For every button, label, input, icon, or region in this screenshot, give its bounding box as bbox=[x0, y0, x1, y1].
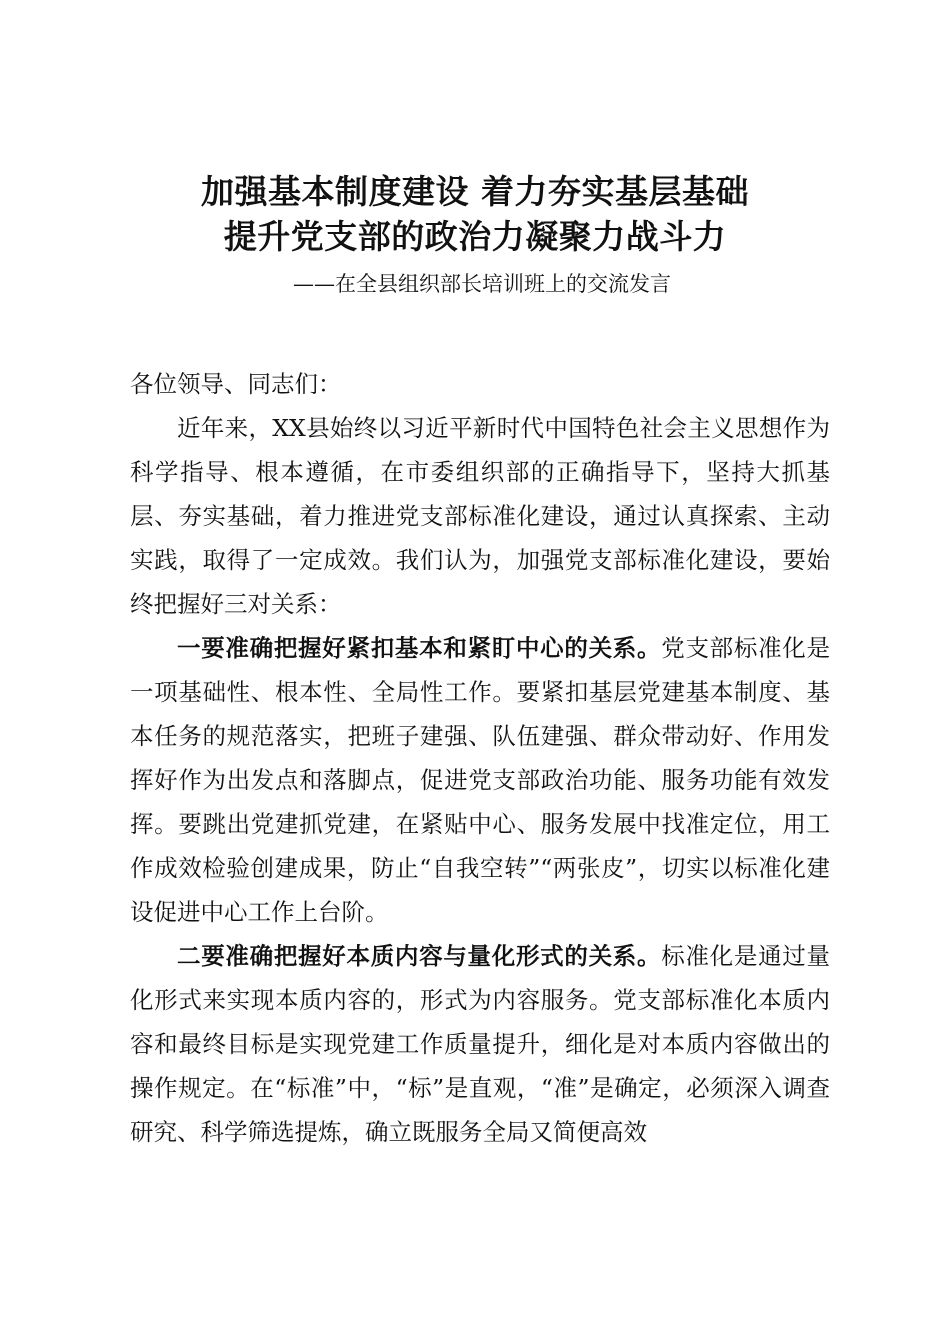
document-body bbox=[130, 362, 830, 1154]
point-2-text: 标准化是通过量化形式来实现本质内容的，形式为内容服务。党支部标准化本质内容和最终目标是实现党建工作质量提升，细化是对本质内容做出的操作规定。在“标准”中，“标”是直观，“准”是确定，必须深入调查研究、科学筛选提炼，确立既服务全局又简便高效 bbox=[130, 942, 831, 1146]
point-2-paragraph bbox=[130, 934, 830, 1154]
document-title-line-2: 提升党支部的政治力凝聚力战斗力 bbox=[223, 217, 727, 256]
point-1-lead: 一要准确把握好紧扣基本和紧盯中心的关系。 bbox=[177, 634, 662, 662]
point-1-paragraph bbox=[130, 626, 830, 934]
document-title-line-1: 加强基本制度建设 着力夯实基层基础 bbox=[201, 172, 749, 211]
document-subtitle: ——在全县组织部长培训班上的交流发言 bbox=[293, 272, 671, 296]
point-2-lead: 二要准确把握好本质内容与量化形式的关系。 bbox=[177, 942, 662, 970]
point-1-text: 党支部标准化是一项基础性、根本性、全局性工作。要紧扣基层党建基本制度、基本任务的规范落实，把班子建强、队伍建强、群众带动好、作用发挥好作为出发点和落脚点，促进党支部政治功能、服务功能有效发挥。要跳出党建抓党建，在紧贴中心、服务发展中找准定位，用工作成效检验创建成果，防止“自我空转”“两张皮”，切实以标准化建设促进中心工作上台阶。 bbox=[130, 634, 831, 926]
intro-paragraph: 近年来，XX县始终以习近平新时代中国特色社会主义思想作为科学指导、根本遵循，在市委组织部的正确指导下，坚持大抓基层、夯实基础，着力推进党支部标准化建设，通过认真探索、主动实践，取得了一定成效。我们认为，加强党支部标准化建设，要始终把握好三对关系： bbox=[130, 414, 830, 618]
greeting: 各位领导、同志们： bbox=[130, 370, 342, 398]
